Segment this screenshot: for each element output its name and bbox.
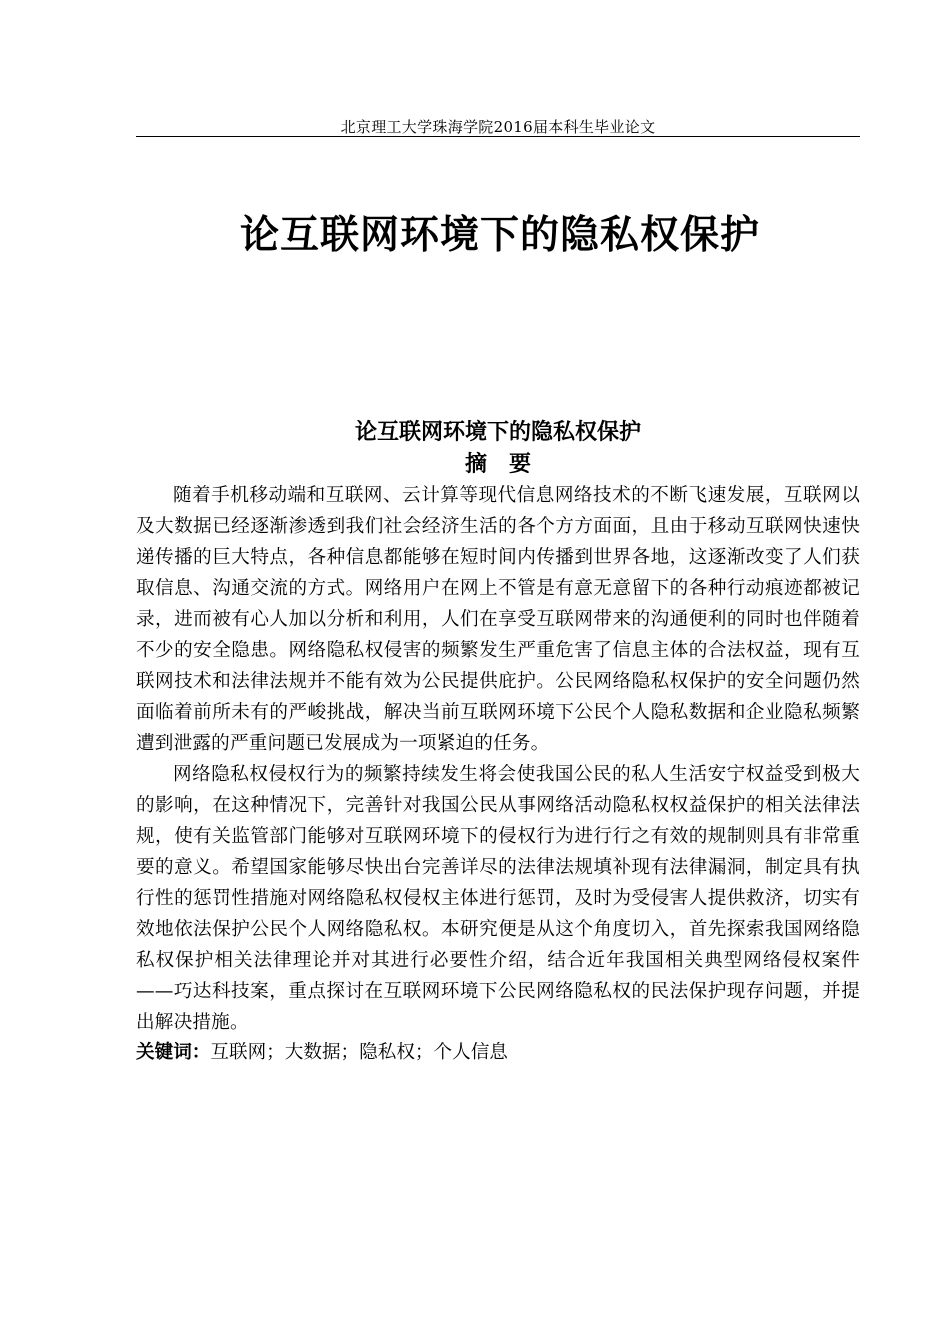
abstract-paragraph-2: 网络隐私权侵权行为的频繁持续发生将会使我国公民的私人生活安宁权益受到极大的影响，在这种情况下，完善针对我国公民从事网络活动隐私权权益保护的相关法律法规，使有关监管部门能够对互联网环境下的侵权行为进行行之有效的规制则具有非常重要的意义。希望国家能够尽快出台完善详尽的法律法规填补现有法律漏洞，制定具有执行性的惩罚性措施对网络隐私权侵权主体进行惩罚，及时为受侵害人提供救济，切实有效地依法保护公民个人网络隐私权。本研究便是从这个角度切入，首先探索我国网络隐私权保护相关法律理论并对其进行必要性介绍，结合近年我国相关典型网络侵权案件——巧达科技案，重点探讨在互联网环境下公民网络隐私权的民法保护现存问题，并提出解决措施。 [136, 764, 860, 1033]
keywords-text: 互联网；大数据；隐私权；个人信息 [210, 1042, 508, 1063]
abstract-heading: 摘要 [464, 452, 553, 477]
header-divider [136, 136, 860, 137]
abstract-title: 论互联网环境下的隐私权保护 [354, 420, 641, 445]
thesis-title: 论互联网环境下的隐私权保护 [239, 213, 760, 258]
keywords-line [136, 1039, 860, 1067]
running-header: 北京理工大学珠海学院2016届本科生毕业论文 [340, 118, 656, 136]
keywords-label: 关键词： [136, 1042, 211, 1063]
abstract-paragraph-1: 随着手机移动端和互联网、云计算等现代信息网络技术的不断飞速发展，互联网以及大数据已经逐渐渗透到我们社会经济生活的各个方方面面，且由于移动互联网快速快递传播的巨大特点，各种信息都能够在短时间内传播到世界各地，这逐渐改变了人们获取信息、沟通交流的方式。网络用户在网上不管是有意无意留下的各种行动痕迹都被记录，进而被有心人加以分析和利用，人们在享受互联网带来的沟通便利的同时也伴随着不少的安全隐患。网络隐私权侵害的频繁发生严重危害了信息主体的合法权益，现有互联网技术和法律法规并不能有效为公民提供庇护。公民网络隐私权保护的安全问题仍然面临着前所未有的严峻挑战，解决当前互联网环境下公民个人隐私数据和企业隐私频繁遭到泄露的严重问题已发展成为一项紧迫的任务。 [136, 485, 860, 754]
abstract-body [136, 480, 860, 1038]
